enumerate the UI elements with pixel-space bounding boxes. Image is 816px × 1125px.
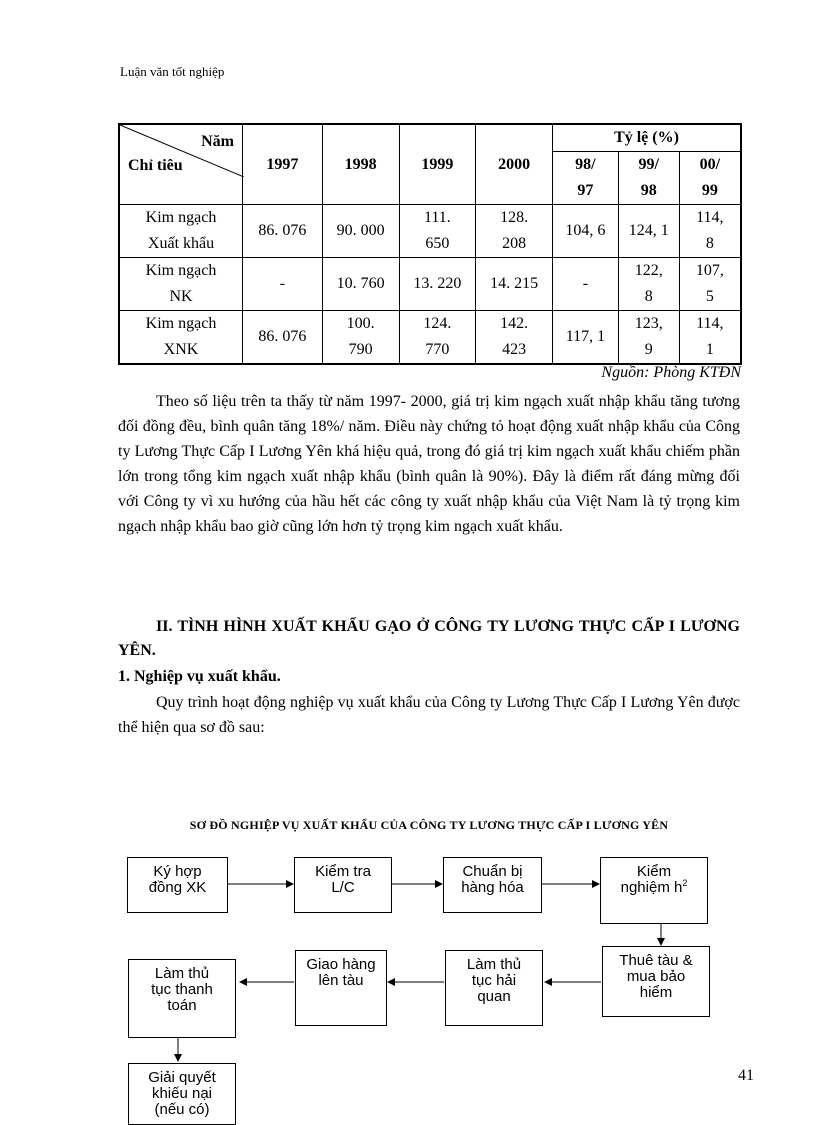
step-claims: Giải quyết khiếu nại (nếu có)	[128, 1063, 236, 1125]
corner-year-label: Năm	[201, 133, 235, 150]
step-customs: Làm thủ tục hải quan	[445, 950, 543, 1026]
step-check-lc: Kiểm tra L/C	[294, 857, 392, 913]
paragraph-intro: Quy trình hoạt động nghiệp vụ xuất khẩu của Công ty Lương Thực Cấp I Lương Yên được thể hiện qua sơ đồ sau:	[118, 694, 740, 736]
paragraph-analysis: Theo số liệu trên ta thấy từ năm 1997- 2000, giá trị kim ngạch xuất nhập khẩu tăng tương đối đồng đều, bình quân tăng 18%/ năm. Điều này chứng tỏ hoạt động xuất nhập khẩu của Công ty Lương Thực Cấp I Lương Yên khá hiệu quả, trong đó giá trị kim ngạch xuất khẩu chiếm phần lớn trong tổng kim ngạch xuất nhập khẩu (bình quân là 90%). Đây là điểm rất đáng mừng đối với Công ty vì xu hướng của hầu hết các công ty xuất nhập khẩu của Việt Nam là tỷ trọng kim ngạch nhập khẩu bao giờ cũng lớn hơn tỷ trọng kim ngạch xuất khẩu.	[118, 393, 740, 535]
table-cell: 13. 220	[399, 258, 476, 311]
ratio-col-99-98: 99/ 98	[618, 152, 679, 205]
table-cell: 10. 760	[322, 258, 399, 311]
year-header-2000: 2000	[476, 124, 553, 205]
table-cell: 114, 1	[679, 311, 741, 365]
year-header-1999: 1999	[399, 124, 476, 205]
year-header-1997: 1997	[243, 124, 323, 205]
table-source: Nguồn: Phòng KTĐN	[601, 364, 741, 381]
table-cell: 100. 790	[322, 311, 399, 365]
step-sign-contract: Ký hợp đồng XK	[127, 857, 228, 913]
page-number: 41	[738, 1067, 754, 1084]
corner-indicator-label: Chỉ tiêu	[128, 157, 183, 174]
table-cell: 142. 423	[476, 311, 553, 365]
table-cell: 86. 076	[243, 205, 323, 258]
table-cell: 124, 1	[618, 205, 679, 258]
running-head: Luận văn tốt nghiệp	[120, 64, 225, 79]
table-cell: 124. 770	[399, 311, 476, 365]
row-label: Kim ngạch XNK	[119, 311, 243, 365]
step-inspection: Kiểm nghiệm $h^2$	[600, 857, 708, 924]
table-cell: 104, 6	[553, 205, 619, 258]
step-prepare-goods: Chuẩn bị hàng hóa	[443, 857, 542, 913]
row-label: Kim ngạch Xuất khẩu	[119, 205, 243, 258]
table-cell: -	[553, 258, 619, 311]
subheading: 1. Nghiệp vụ xuất khẩu.	[118, 668, 281, 685]
year-header-1998: 1998	[322, 124, 399, 205]
ratio-header: Tỷ lệ (%)	[553, 124, 742, 152]
row-label: Kim ngạch NK	[119, 258, 243, 311]
table-cell: 107, 5	[679, 258, 741, 311]
step-charter-insurance: Thuê tàu & mua bảo hiểm	[602, 946, 710, 1017]
table-cell: 123, 9	[618, 311, 679, 365]
table-cell: 86. 076	[243, 311, 323, 365]
step-payment: Làm thủ tục thanh toán	[128, 959, 236, 1038]
table-cell: 117, 1	[553, 311, 619, 365]
table-cell: -	[243, 258, 323, 311]
step-load-ship: Giao hàng lên tàu	[295, 950, 387, 1026]
table-cell: 14. 215	[476, 258, 553, 311]
section-heading: II. TÌNH HÌNH XUẤT KHẨU GẠO Ở CÔNG TY LƯƠNG THỰC CẤP I LƯƠNG YÊN.	[118, 618, 740, 659]
table-cell: 122, 8	[618, 258, 679, 311]
table-cell: 90. 000	[322, 205, 399, 258]
ratio-col-98-97: 98/ 97	[553, 152, 619, 205]
table-cell: 111. 650	[399, 205, 476, 258]
ratio-col-00-99: 00/ 99	[679, 152, 741, 205]
diagram-title: SƠ ĐỒ NGHIỆP VỤ XUẤT KHẨU CỦA CÔNG TY LƯƠNG THỰC CẤP I LƯƠNG YÊN	[189, 818, 669, 832]
table-cell: 128. 208	[476, 205, 553, 258]
table-cell: 114, 8	[679, 205, 741, 258]
